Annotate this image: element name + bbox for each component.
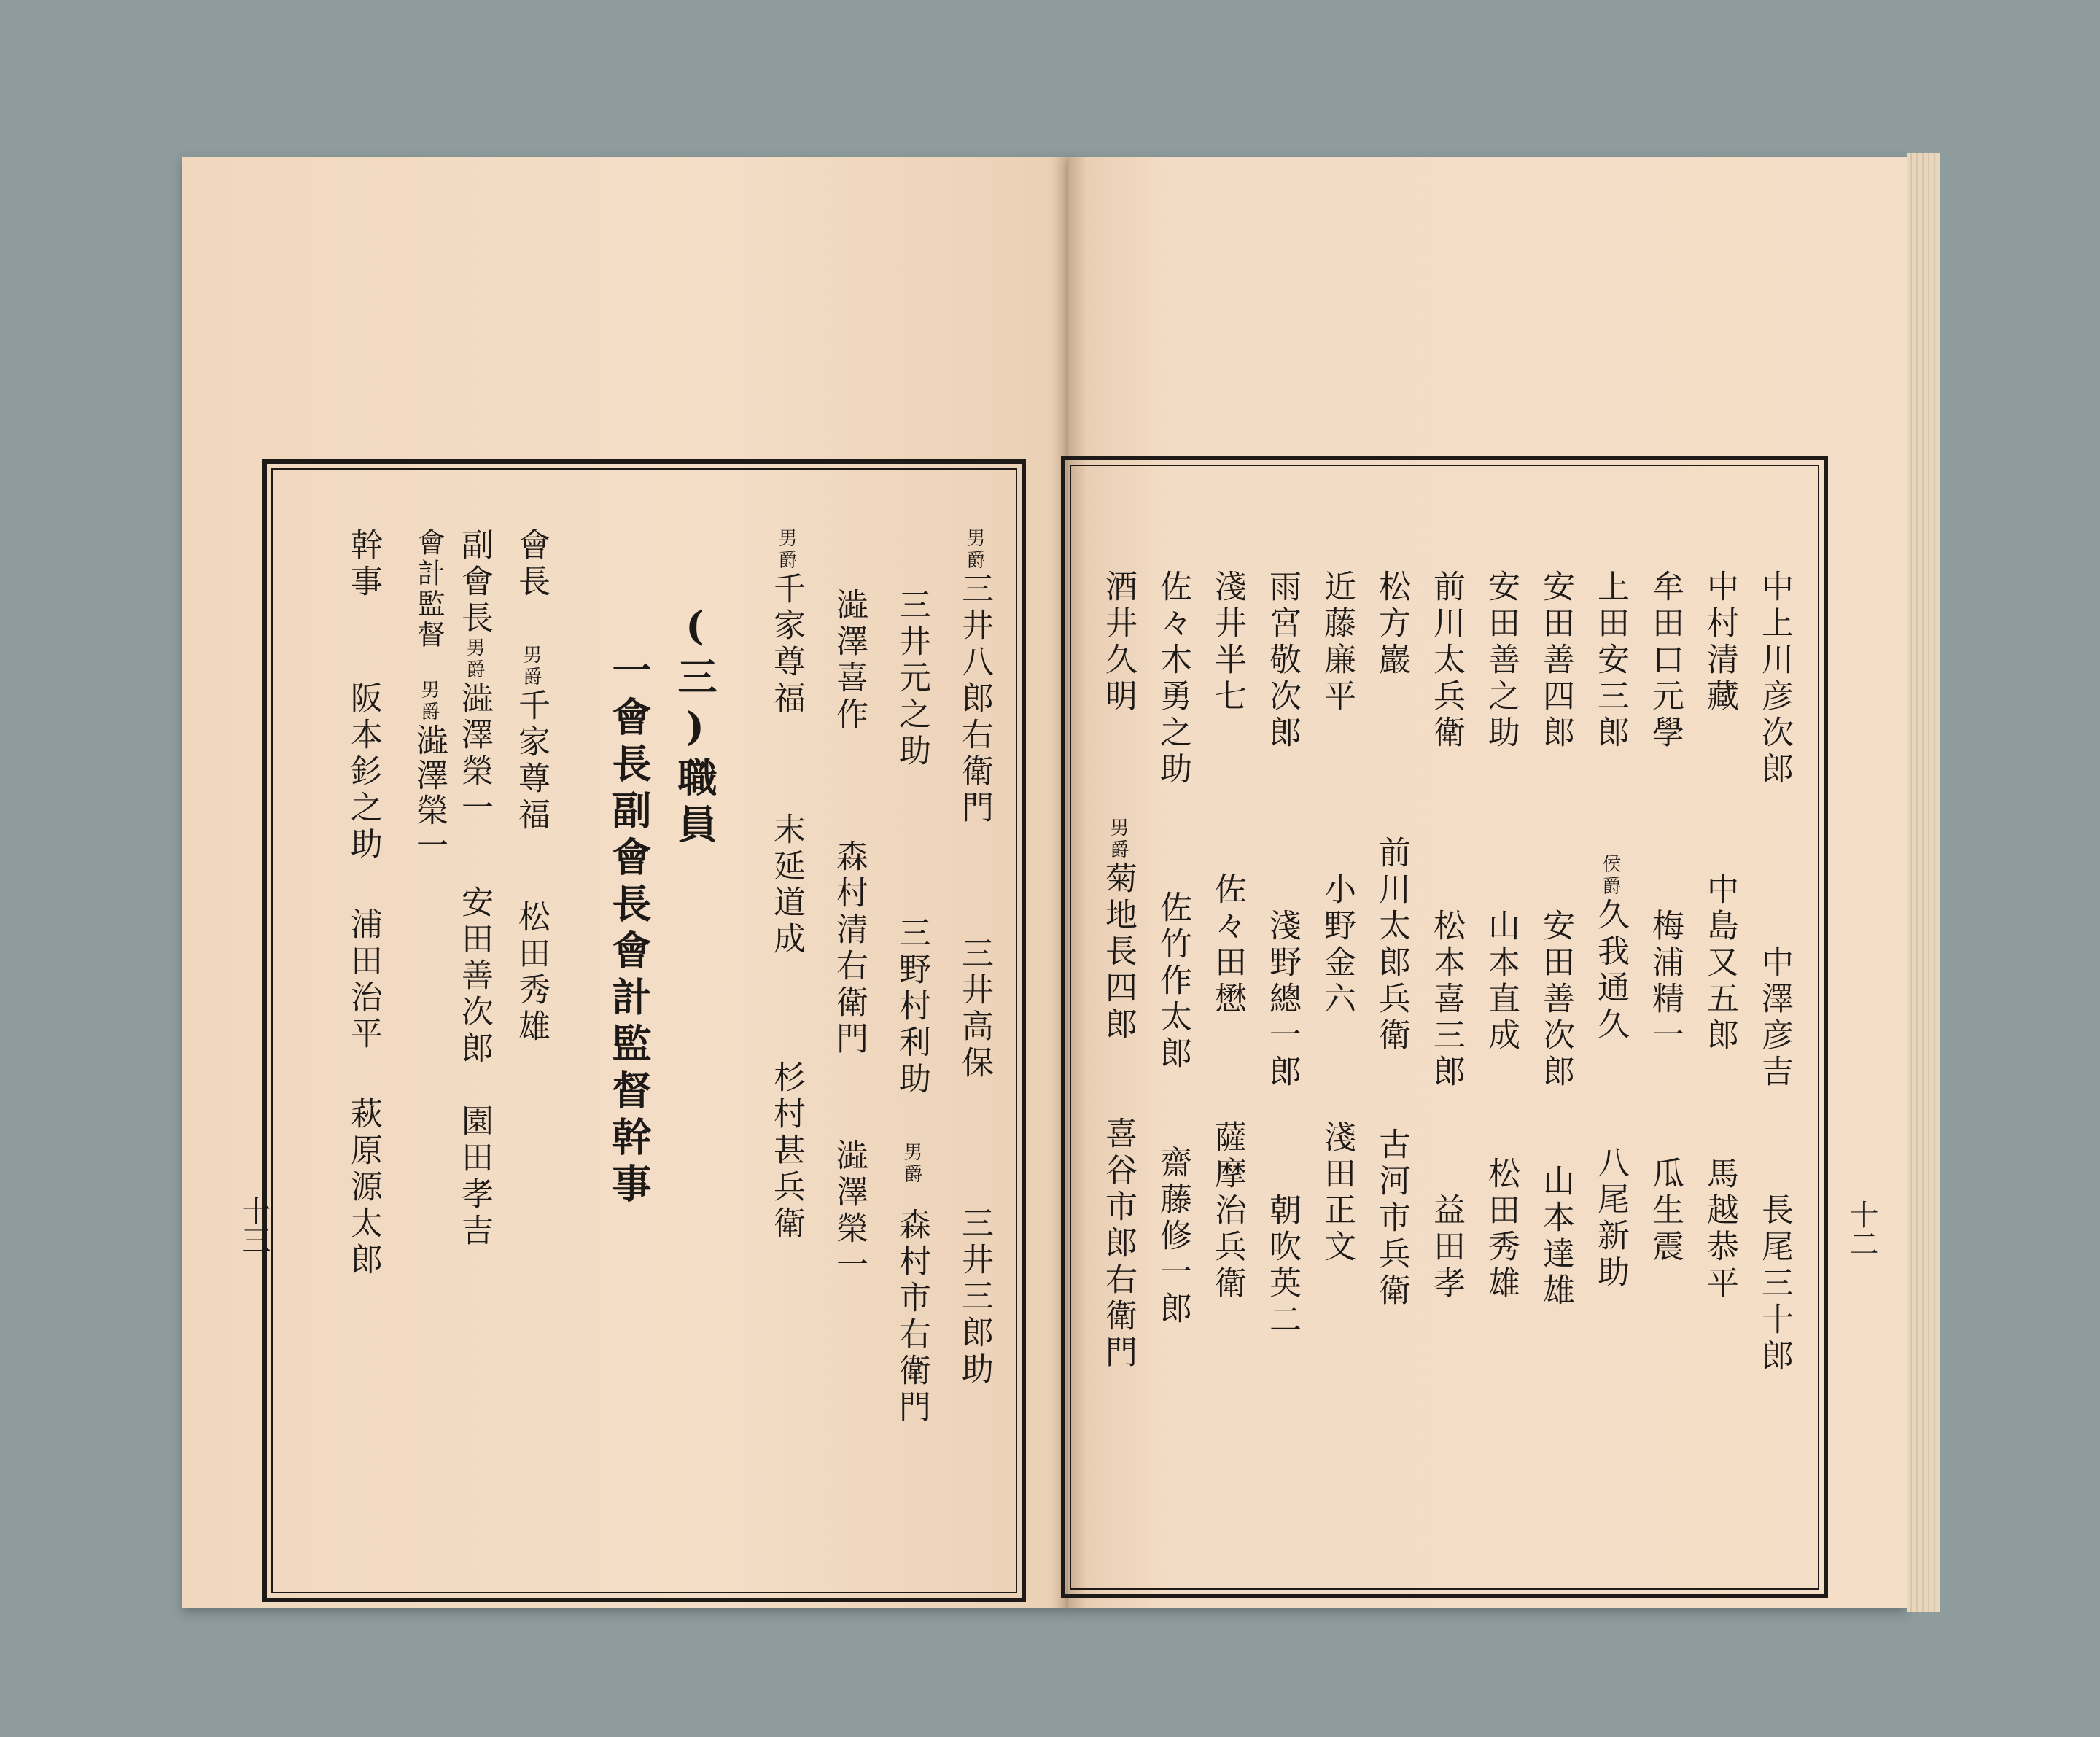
rank-label: 男爵 xyxy=(463,637,485,681)
member-column-4 xyxy=(768,528,805,1243)
member-name: 中島又五郎 xyxy=(1701,872,1738,1054)
member-name: 三井高保 xyxy=(956,936,993,1082)
name-row xyxy=(1373,570,1410,1310)
member-name: 一會長副會長會計監督幹事 xyxy=(606,650,653,1210)
member-name: 男爵 xyxy=(1107,817,1129,861)
member-name: 喜谷市郎右衛門 xyxy=(1100,1116,1137,1372)
rank-label: 男爵 xyxy=(520,645,542,688)
member-name: 淺田正文 xyxy=(1318,1120,1356,1266)
page-number-right: 十二 xyxy=(1845,1200,1878,1258)
member-name: 松本喜三郎 xyxy=(1428,909,1465,1091)
secretary-row xyxy=(345,528,382,1279)
member-name: 森村清右衛門 xyxy=(831,839,868,1058)
member-name: 三野村利助 xyxy=(893,916,930,1098)
auditor-row xyxy=(411,528,448,863)
name-row xyxy=(1264,570,1301,1339)
member-name: 齋藤修一郎 xyxy=(1154,1146,1191,1328)
member-name: 淺野總一郎 xyxy=(1264,909,1301,1091)
section-heading xyxy=(672,602,718,850)
member-name: 中村清藏 xyxy=(1701,570,1738,715)
member-name: 薩摩治兵衛 xyxy=(1209,1120,1246,1302)
officer-title: 幹事 xyxy=(345,528,382,601)
member-name: 梅浦精一 xyxy=(1646,909,1684,1054)
open-book xyxy=(164,146,1947,1630)
member-name: 千家尊福 xyxy=(768,572,805,718)
member-name: 澁澤榮一 xyxy=(831,1138,868,1284)
rank-label: 男爵 xyxy=(901,1142,922,1186)
member-name: 久我通久 xyxy=(1592,898,1629,1044)
rank-label: 男爵 xyxy=(418,680,440,723)
member-name: 馬越恭平 xyxy=(1701,1157,1738,1302)
member-name: 酒井久明 xyxy=(1100,570,1137,715)
name-row xyxy=(1646,570,1684,1266)
officer-name: 安田善次郎 xyxy=(456,885,493,1068)
section-number: (三) xyxy=(672,602,718,757)
member-name: 八尾新助 xyxy=(1592,1146,1629,1291)
member-column-1 xyxy=(956,528,993,1388)
member-name: 中澤彦吉 xyxy=(1756,945,1793,1091)
member-name: 松方巖 xyxy=(1373,570,1410,679)
member-name: 松田秀雄 xyxy=(1482,1157,1520,1302)
member-name: 朝吹英二 xyxy=(1264,1193,1301,1339)
member-name: 安田善次郎 xyxy=(1537,909,1574,1091)
officer-name: 澁澤榮一 xyxy=(456,681,493,827)
name-row xyxy=(1318,570,1356,1266)
officer-title: 副會長 xyxy=(456,528,493,637)
member-name: 山本直成 xyxy=(1482,909,1520,1054)
president-row xyxy=(513,528,550,1046)
member-name: 牟田口元學 xyxy=(1646,570,1684,752)
officer-name: 澁澤榮一 xyxy=(411,723,448,863)
member-name: 菊地長四郎 xyxy=(1100,861,1137,1044)
member-name: 澁澤喜作 xyxy=(831,588,868,734)
officer-name: 浦田治平 xyxy=(345,907,382,1053)
member-name: 中上川彦次郎 xyxy=(1756,570,1793,788)
officer-name: 千家尊福 xyxy=(513,688,550,834)
member-column-3 xyxy=(831,588,868,1284)
vice-president-row xyxy=(456,528,493,1250)
member-name: 三井三郎助 xyxy=(956,1206,993,1388)
officer-name: 松田秀雄 xyxy=(513,900,550,1046)
member-name: 淺井半七 xyxy=(1209,570,1246,715)
officer-name: 園田孝吉 xyxy=(456,1104,493,1250)
member-name: 佐々田懋 xyxy=(1209,872,1246,1018)
member-name: 侯爵 xyxy=(1599,854,1621,898)
officer-name: 阪本釤之助 xyxy=(345,681,382,863)
member-name: 三井元之助 xyxy=(893,588,930,770)
member-name: 森村市右衛門 xyxy=(893,1208,930,1426)
member-name: 上田安三郎 xyxy=(1592,570,1629,752)
name-row xyxy=(1482,570,1520,1302)
member-name: 杉村甚兵衛 xyxy=(768,1060,805,1243)
member-name: 安田善之助 xyxy=(1482,570,1520,752)
member-name: 雨宮敬次郎 xyxy=(1264,570,1301,752)
rank-label: 男爵 xyxy=(775,528,797,572)
member-name: 山本達雄 xyxy=(1537,1164,1574,1310)
member-name: 益田孝 xyxy=(1428,1193,1465,1302)
section-title: 職員 xyxy=(672,757,718,850)
officer-title: 會長 xyxy=(513,528,550,601)
member-name: 前川太兵衛 xyxy=(1428,570,1465,752)
member-name: 瓜生震 xyxy=(1646,1157,1684,1266)
name-row xyxy=(1701,570,1738,1302)
officer-name: 萩原源太郎 xyxy=(345,1097,382,1279)
member-name: 長尾三十郎 xyxy=(1756,1193,1793,1375)
name-row xyxy=(1756,570,1793,1375)
name-row xyxy=(1537,570,1574,1310)
name-row xyxy=(1428,570,1465,1302)
member-name: 佐竹作太郎 xyxy=(1154,890,1191,1073)
member-name: 安田善四郎 xyxy=(1537,570,1574,752)
rank-label: 男爵 xyxy=(963,528,985,572)
member-name: 三井八郎右衛門 xyxy=(956,572,993,827)
member-name: 近藤廉平 xyxy=(1318,570,1356,715)
member-name: 末延道成 xyxy=(768,812,805,958)
name-row xyxy=(1156,570,1189,1328)
right-text-frame xyxy=(1061,456,1828,1598)
page-edges xyxy=(1907,153,1940,1612)
member-name: 前川太郎兵衛 xyxy=(1373,836,1410,1054)
page-number-left: 十三 xyxy=(237,1196,271,1254)
subsection-heading xyxy=(606,650,653,1210)
member-name: 小野金六 xyxy=(1318,872,1356,1018)
officer-title: 會計監督 xyxy=(413,528,445,650)
member-column-2 xyxy=(895,588,928,1426)
name-row xyxy=(1209,570,1246,1302)
member-name: 古河市兵衛 xyxy=(1373,1127,1410,1310)
name-row xyxy=(1592,570,1629,1291)
member-name: 佐々木勇之助 xyxy=(1154,570,1191,788)
left-text-frame xyxy=(262,459,1026,1602)
name-row xyxy=(1100,570,1137,1372)
